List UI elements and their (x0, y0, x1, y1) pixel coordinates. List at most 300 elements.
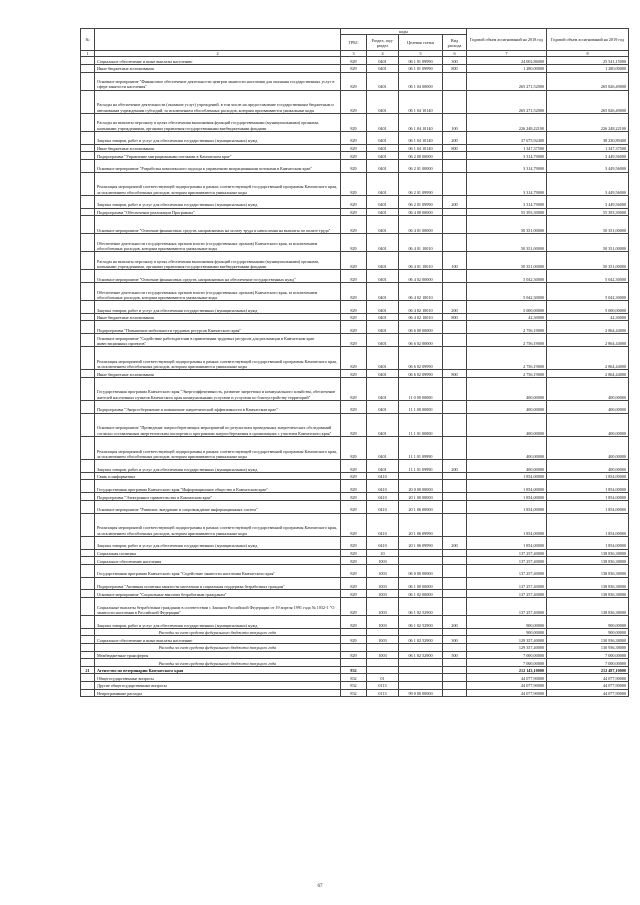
row-name-cell: Иные бюджетные ассигнования (95, 313, 341, 321)
grbs-cell: 829 (341, 460, 367, 473)
col-grbs-header: ГРБС (341, 35, 367, 51)
amount-2018-cell: 7 000,00000 (467, 651, 547, 659)
amount-2019-cell: 2 864,44000 (547, 334, 629, 347)
amount-2018-cell: 1 854,00000 (467, 513, 547, 536)
col-name-header (95, 29, 341, 51)
amount-2019-cell: 138 836,38000 (547, 557, 629, 565)
section-cell: 0401 (367, 131, 399, 144)
amount-2019-cell: 1 854,00000 (547, 500, 629, 513)
amount-2019-cell: 400,00000 (547, 413, 629, 436)
amount-2019-cell: 138 836,38000 (547, 549, 629, 557)
vid-cell (443, 500, 467, 513)
vid-cell (443, 590, 467, 598)
vid-cell: 500 (443, 651, 467, 659)
row-name-cell: Основное мероприятие "Разработка комплексного подхода к управлению миграционными потоками в Камчатском крае" (95, 159, 341, 172)
grbs-cell: 829 (341, 313, 367, 321)
row-number-cell (81, 321, 95, 334)
target-cell: 06 4 01 00000 (399, 216, 443, 234)
vid-cell: 800 (443, 144, 467, 152)
row-number-cell (81, 216, 95, 234)
table-row (81, 643, 629, 651)
row-number-cell (81, 577, 95, 590)
vid-cell (443, 666, 467, 674)
amount-2019-cell: 3 449,56000 (547, 195, 629, 208)
target-cell: 06 1 01 09990 (399, 65, 443, 73)
section-cell: 1003 (367, 590, 399, 598)
grbs-cell: 829 (341, 172, 367, 195)
amount-2018-cell: 3 314,79000 (467, 152, 547, 160)
col-2019-header: Годовой объем ассигнований на 2019 год (547, 29, 629, 51)
table-row (81, 413, 629, 436)
target-cell: 06 6 02 00000 (399, 334, 443, 347)
amount-2019-cell: 50 351,00000 (547, 234, 629, 252)
amount-2019-cell: 226 248,22100 (547, 113, 629, 131)
section-cell: 1003 (367, 557, 399, 565)
target-cell: 20 1 06 09990 (399, 513, 443, 536)
section-cell: 0401 (367, 208, 399, 216)
target-cell: 20 1 06 00000 (399, 500, 443, 513)
col-no-header: № (81, 29, 95, 51)
target-cell: 11 1 00 00000 (399, 400, 443, 413)
row-number-cell (81, 377, 95, 400)
table-row (81, 90, 629, 113)
amount-2018-cell: 137 257,40000 (467, 590, 547, 598)
amount-2018-cell: 400,00000 (467, 436, 547, 459)
amount-2019-cell: 5 042,30000 (547, 282, 629, 300)
grbs-cell: 829 (341, 113, 367, 131)
section-cell: 0401 (367, 460, 399, 473)
table-row (81, 549, 629, 557)
table-row (81, 681, 629, 689)
target-cell (399, 643, 443, 651)
row-number-cell (81, 300, 95, 313)
target-cell: 06 2 01 00000 (399, 159, 443, 172)
amount-2018-cell: 400,00000 (467, 400, 547, 413)
col-vid-header: Вид расхода (443, 35, 467, 51)
row-number-cell (81, 480, 95, 493)
section-cell: 0401 (367, 313, 399, 321)
section-cell: 0401 (367, 346, 399, 369)
section-cell: 0401 (367, 144, 399, 152)
vid-cell (443, 90, 467, 113)
vid-cell (443, 659, 467, 667)
grbs-cell: 829 (341, 195, 367, 208)
target-cell: 11 1 01 09990 (399, 460, 443, 473)
target-cell: 20 1 06 09990 (399, 536, 443, 549)
section-cell: 0113 (367, 681, 399, 689)
grbs-cell: 829 (341, 216, 367, 234)
table-row (81, 282, 629, 300)
row-number-cell (81, 651, 95, 659)
vid-cell: 200 (443, 131, 467, 144)
row-name-cell: Непрограммные расходы (95, 689, 341, 697)
row-name-cell: Иные бюджетные ассигнования (95, 65, 341, 73)
amount-2018-cell: 37 675,92400 (467, 131, 547, 144)
grbs-cell: 829 (341, 144, 367, 152)
row-name-cell: Иные бюджетные ассигнования (95, 144, 341, 152)
table-row (81, 216, 629, 234)
table-row (81, 57, 629, 65)
row-name-cell: Закупка товаров, работ и услуг для обеспечения государственных (муниципальных) нужд (95, 460, 341, 473)
amount-2018-cell: 1 280,00000 (467, 65, 547, 73)
amount-2018-cell: 137 257,40000 (467, 549, 547, 557)
section-cell: 0410 (367, 493, 399, 501)
amount-2018-cell: 3 314,79000 (467, 159, 547, 172)
grbs-cell: 829 (341, 577, 367, 590)
amount-2018-cell: 900,00000 (467, 616, 547, 629)
target-cell: 06 2 01 09990 (399, 172, 443, 195)
target-cell: 20 0 00 00000 (399, 480, 443, 493)
section-cell: 0401 (367, 377, 399, 400)
row-number-cell (81, 616, 95, 629)
row-number-cell (81, 208, 95, 216)
codes-header: коды (341, 29, 467, 35)
grbs-cell: 829 (341, 90, 367, 113)
amount-2019-cell: 212 487,10000 (547, 666, 629, 674)
table-row (81, 659, 629, 667)
table-row (81, 234, 629, 252)
target-cell: 06 2 01 09990 (399, 195, 443, 208)
amount-2019-cell: 138 836,38000 (547, 564, 629, 577)
amount-2018-cell: 137 257,40000 (467, 557, 547, 565)
amount-2019-cell: 3 449,56000 (547, 172, 629, 195)
vid-cell: 100 (443, 113, 467, 131)
section-cell: 01 (367, 674, 399, 682)
target-cell: 20 1 00 00000 (399, 493, 443, 501)
amount-2019-cell: 1 854,00000 (547, 472, 629, 480)
vid-cell (443, 674, 467, 682)
amount-2018-cell: 50 351,00000 (467, 234, 547, 252)
grbs-cell: 832 (341, 674, 367, 682)
amount-2018-cell: 2 756,19000 (467, 370, 547, 378)
amount-2019-cell: 400,00000 (547, 377, 629, 400)
table-row (81, 321, 629, 334)
row-number-cell (81, 144, 95, 152)
table-row (81, 172, 629, 195)
table-row (81, 674, 629, 682)
amount-2019-cell: 1 347,37500 (547, 144, 629, 152)
vid-cell (443, 72, 467, 90)
amount-2019-cell: 1 854,00000 (547, 480, 629, 493)
row-name-cell: Реализация мероприятий соответствующей подпрограммы в рамках соответствующей государственной программы Камчатского края, за исключением обособленных расходов, которым присваиваются уникальные коды (95, 346, 341, 369)
amount-2018-cell: 2 756,19000 (467, 321, 547, 334)
section-cell: 1003 (367, 598, 399, 616)
amount-2019-cell: 5 000,00000 (547, 300, 629, 313)
target-cell: 11 1 01 09990 (399, 436, 443, 459)
amount-2018-cell: 265 271,52000 (467, 90, 547, 113)
amount-2019-cell: 1 854,00000 (547, 513, 629, 536)
target-cell: 06 1 04 10140 (399, 90, 443, 113)
amount-2019-cell: 130 936,38000 (547, 636, 629, 644)
row-number-cell (81, 313, 95, 321)
row-name-cell: Общегосударственные вопросы (95, 674, 341, 682)
col-target-header: Целевая статья (399, 35, 443, 51)
amount-2018-cell: 44 077,90000 (467, 689, 547, 697)
col-2018-header: Годовой объем ассигнований на 2018 год (467, 29, 547, 51)
section-cell (367, 628, 399, 636)
amount-2019-cell: 138 836,38000 (547, 598, 629, 616)
amount-2018-cell: 1 854,00000 (467, 493, 547, 501)
amount-2019-cell: 44 077,90000 (547, 689, 629, 697)
table-row (81, 590, 629, 598)
row-name-cell: Основное мероприятие "Финансовое обеспечение деятельности центров занятости населения для оказания государственных услуг в сфере занятости населения" (95, 72, 341, 90)
vid-cell (443, 689, 467, 697)
row-name-cell: Связь и информатика (95, 472, 341, 480)
amount-2019-cell: 3 449,56000 (547, 159, 629, 172)
row-number-cell (81, 549, 95, 557)
vid-cell (443, 400, 467, 413)
amount-2019-cell: 2 864,44000 (547, 346, 629, 369)
amount-2018-cell: 212 143,10000 (467, 666, 547, 674)
target-cell (399, 549, 443, 557)
amount-2018-cell: 1 854,00000 (467, 480, 547, 493)
target-cell (399, 557, 443, 565)
table-row (81, 636, 629, 644)
table-row (81, 557, 629, 565)
table-row (81, 252, 629, 270)
section-cell: 0401 (367, 413, 399, 436)
row-name-cell: Государственная программа Камчатского края "Энергоэффективность, развитие энергетики и коммунального хозяйства, обеспечение жителей населенных пунктов Камчатского края коммунальными услугами и услугами по благоустройству территорий" (95, 377, 341, 400)
vid-cell (443, 152, 467, 160)
vid-cell (443, 334, 467, 347)
column-index-cell: 6 (443, 51, 467, 57)
row-name-cell: Основное мероприятие "Развитие, внедрение и сопровождение информационных систем" (95, 500, 341, 513)
amount-2018-cell: 24 002,86000 (467, 57, 547, 65)
section-cell: 1003 (367, 616, 399, 629)
row-name-cell: Социальные выплаты безработным гражданам в соответствии с Законом Российской Федерации от 19 апреля 1991 года № 1032-1 "О занятости населения в Российской Федерации" (95, 598, 341, 616)
row-name-cell: Подпрограмма "Повышение мобильности трудовых ресурсов Камчатского края" (95, 321, 341, 334)
row-number-cell (81, 636, 95, 644)
table-row (81, 144, 629, 152)
grbs-cell: 829 (341, 159, 367, 172)
table-row (81, 377, 629, 400)
amount-2019-cell: 3 449,56000 (547, 152, 629, 160)
table-row (81, 131, 629, 144)
target-cell: 06 4 02 10010 (399, 282, 443, 300)
table-row (81, 208, 629, 216)
grbs-cell: 829 (341, 208, 367, 216)
row-number-cell (81, 659, 95, 667)
amount-2018-cell: 900,00000 (467, 628, 547, 636)
section-cell: 0410 (367, 513, 399, 536)
grbs-cell (341, 643, 367, 651)
vid-cell (443, 270, 467, 283)
target-cell: 06 1 04 00000 (399, 72, 443, 90)
row-number-cell (81, 57, 95, 65)
row-number-cell (81, 493, 95, 501)
grbs-cell: 829 (341, 234, 367, 252)
amount-2019-cell: 900,00000 (547, 628, 629, 636)
table-row (81, 400, 629, 413)
row-number-cell (81, 90, 95, 113)
column-index-cell: 2 (95, 51, 341, 57)
table-row (81, 195, 629, 208)
target-cell: 06 6 02 09990 (399, 346, 443, 369)
row-number-cell (81, 689, 95, 697)
amount-2019-cell: 400,00000 (547, 436, 629, 459)
table-row (81, 460, 629, 473)
vid-cell (443, 377, 467, 400)
row-number-cell (81, 643, 95, 651)
vid-cell (443, 480, 467, 493)
grbs-cell: 829 (341, 65, 367, 73)
amount-2019-cell: 2 864,44000 (547, 370, 629, 378)
grbs-cell: 829 (341, 72, 367, 90)
grbs-cell: 829 (341, 636, 367, 644)
vid-cell: 200 (443, 616, 467, 629)
amount-2018-cell: 7 000,00000 (467, 659, 547, 667)
amount-2019-cell: 900,00000 (547, 616, 629, 629)
row-number-cell (81, 564, 95, 577)
target-cell: 06 1 02 52900 (399, 616, 443, 629)
row-number-cell (81, 65, 95, 73)
column-index-cell: 3 (341, 51, 367, 57)
target-cell: 06 4 02 10010 (399, 300, 443, 313)
vid-cell: 800 (443, 313, 467, 321)
amount-2019-cell: 130 936,38000 (547, 643, 629, 651)
table-row (81, 472, 629, 480)
amount-2019-cell: 25 541,15000 (547, 57, 629, 65)
amount-2018-cell: 44 077,90000 (467, 681, 547, 689)
vid-cell (443, 413, 467, 436)
table-row (81, 113, 629, 131)
row-name-cell: Основное мероприятие "Освоение финансовых средств, направляемых на оплату труда и начисления на выплаты по оплате труда" (95, 216, 341, 234)
column-index-cell: 1 (81, 51, 95, 57)
grbs-cell: 829 (341, 436, 367, 459)
target-cell: 06 6 00 00000 (399, 321, 443, 334)
section-cell: 0410 (367, 500, 399, 513)
amount-2019-cell: 265 826,49000 (547, 90, 629, 113)
vid-cell: 300 (443, 636, 467, 644)
table-row (81, 152, 629, 160)
row-name-cell: Государственная программа Камчатского края "Содействие занятости населения Камчатского края" (95, 564, 341, 577)
row-number-cell (81, 346, 95, 369)
row-name-cell: Основное мероприятие "Проведение энергосберегающих мероприятий по результатам проведенных энергетических обследований согласно составленным энергетическим паспортам и программам энергосбережения в организациях с участием Камчатского края" (95, 413, 341, 436)
col-section-header: Раздел, под- раздел (367, 35, 399, 51)
grbs-cell: 829 (341, 500, 367, 513)
table-row (81, 689, 629, 697)
amount-2018-cell: 5 042,30000 (467, 270, 547, 283)
table-row (81, 313, 629, 321)
vid-cell (443, 681, 467, 689)
vid-cell (443, 577, 467, 590)
row-name-cell: Подпрограмма "Энергосбережение и повышение энергетической эффективности в Камчатском крае" (95, 400, 341, 413)
row-number-cell (81, 681, 95, 689)
grbs-cell (341, 628, 367, 636)
amount-2019-cell: 50 351,00000 (547, 252, 629, 270)
section-cell: 0410 (367, 536, 399, 549)
section-cell (367, 659, 399, 667)
target-cell: 06 4 02 10010 (399, 313, 443, 321)
vid-cell (443, 557, 467, 565)
row-name-cell: Агентство по ветеринарии Камчатского края (95, 666, 341, 674)
target-cell (399, 659, 443, 667)
row-name-cell: Закупка товаров, работ и услуг для обеспечения государственных (муниципальных) нужд (95, 616, 341, 629)
amount-2018-cell: 226 248,22100 (467, 113, 547, 131)
amount-2019-cell: 55 393,30000 (547, 208, 629, 216)
grbs-cell: 829 (341, 321, 367, 334)
row-number-cell (81, 536, 95, 549)
target-cell: 06 1 04 10140 (399, 131, 443, 144)
section-cell: 0401 (367, 282, 399, 300)
vid-cell: 200 (443, 460, 467, 473)
row-name-cell: Основное мероприятие "Содействие работодателям в привлечении трудовых ресурсов для реализации в Камчатском крае инвестиционных проектов" (95, 334, 341, 347)
section-cell: 0401 (367, 72, 399, 90)
section-cell: 0401 (367, 300, 399, 313)
amount-2018-cell: 137 257,40000 (467, 598, 547, 616)
row-name-cell: Социальное обеспечение и иные выплаты населению (95, 57, 341, 65)
vid-cell: 200 (443, 195, 467, 208)
amount-2018-cell: 5 000,00000 (467, 300, 547, 313)
row-number-cell (81, 400, 95, 413)
target-cell: 06 1 00 00000 (399, 577, 443, 590)
section-cell: 0401 (367, 436, 399, 459)
section-cell: 1003 (367, 564, 399, 577)
grbs-cell: 829 (341, 370, 367, 378)
page-number: 67 (317, 884, 323, 889)
row-name-cell: Расходы на выплаты персоналу в целях обеспечения выполнения функций государственными (муниципальными) органами, казенными учреждениями, органами управления государственными внебюджетными фондами (95, 252, 341, 270)
amount-2018-cell: 3 314,79000 (467, 172, 547, 195)
target-cell: 06 1 04 10140 (399, 113, 443, 131)
table-row (81, 564, 629, 577)
amount-2018-cell: 44 077,90000 (467, 674, 547, 682)
table-header (81, 29, 629, 57)
vid-cell: 800 (443, 65, 467, 73)
row-number-cell (81, 460, 95, 473)
target-cell (399, 628, 443, 636)
section-cell: 0401 (367, 195, 399, 208)
row-number-cell (81, 159, 95, 172)
vid-cell (443, 159, 467, 172)
section-cell: 0401 (367, 65, 399, 73)
amount-2019-cell: 50 351,00000 (547, 216, 629, 234)
amount-2018-cell: 137 257,40000 (467, 577, 547, 590)
column-index-cell: 7 (467, 51, 547, 57)
target-cell (399, 674, 443, 682)
grbs-cell: 829 (341, 152, 367, 160)
row-number-cell (81, 513, 95, 536)
grbs-cell: 829 (341, 549, 367, 557)
vid-cell (443, 321, 467, 334)
amount-2018-cell: 3 314,79000 (467, 195, 547, 208)
table-row (81, 334, 629, 347)
vid-cell (443, 216, 467, 234)
section-cell: 0401 (367, 216, 399, 234)
column-index-cell: 5 (399, 51, 443, 57)
row-name-cell: Подпрограмма "Обеспечение реализации Программы" (95, 208, 341, 216)
section-cell: 0401 (367, 252, 399, 270)
row-name-cell: Расходы на обеспечение деятельности (оказание услуг) учреждений, в том числе на предоставление государственным бюджетным и автономным учреждениям субсидий, за исключением обособленных расходов, которым присваиваются уникальные коды (95, 90, 341, 113)
row-name-cell: Социальное обеспечение населения (95, 557, 341, 565)
grbs-cell: 829 (341, 557, 367, 565)
section-cell (367, 666, 399, 674)
target-cell: 06 1 02 00000 (399, 590, 443, 598)
target-cell: 06 4 02 00000 (399, 270, 443, 283)
table-body (81, 57, 629, 697)
row-number-cell (81, 413, 95, 436)
row-number-cell (81, 472, 95, 480)
table-row (81, 65, 629, 73)
table-row (81, 159, 629, 172)
row-number-cell (81, 628, 95, 636)
amount-2018-cell: 1 347,37500 (467, 144, 547, 152)
grbs-cell: 829 (341, 270, 367, 283)
amount-2019-cell: 138 836,38000 (547, 590, 629, 598)
row-number-cell (81, 252, 95, 270)
budget-table (80, 28, 629, 697)
amount-2018-cell: 50 351,00000 (467, 252, 547, 270)
amount-2019-cell: 44 077,90000 (547, 674, 629, 682)
